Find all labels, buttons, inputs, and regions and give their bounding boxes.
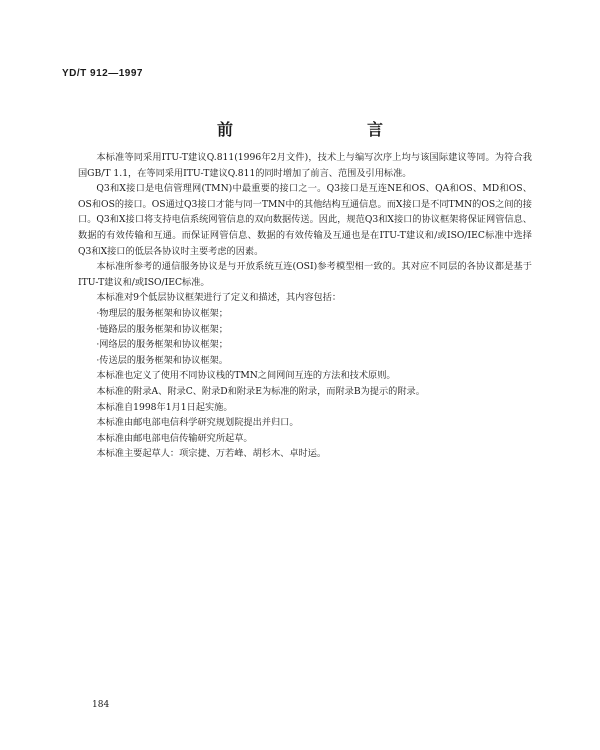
paragraph-effective-date: 本标准自1998年1月1日起实施。: [96, 401, 233, 413]
paragraph-drafting-unit: 本标准由邮电部电信传输研究所起草。: [96, 432, 253, 444]
paragraph-adoption: 本标准等同采用ITU-T建议Q.811(1996年2月文件)，技术上与编写次序上均与该国际建议等同。为符合我国GB/T 1.1，在等同采用ITU-T建议Q.811的同时增加了前言、范围及引用标准。: [78, 152, 532, 179]
list-item: ·链路层的服务框架和协议框架；: [96, 323, 228, 335]
paragraph-osi-reference: 本标准所参考的通信服务协议是与开放系统互连(OSI)参考模型相一致的。其对应不同层的各协议都是基于ITU-T建议和/或ISO/IEC标准。: [78, 261, 532, 288]
page-title: 前 言: [216, 120, 417, 139]
paragraph-drafters: 本标准主要起草人：项宗捷、万若峰、胡杉木、卓时运。: [96, 448, 327, 460]
paragraph-appendices: 本标准的附录A、附录C、附录D和附录E为标准的附录，而附录B为提示的附录。: [96, 385, 425, 397]
list-item: ·网络层的服务框架和协议框架；: [96, 339, 228, 351]
list-item: ·物理层的服务框架和协议框架；: [96, 307, 228, 319]
framework-list: [78, 306, 532, 368]
list-item: ·传送层的服务框架和协议框架。: [96, 354, 228, 366]
document-body: [78, 150, 532, 462]
paragraph-framework-intro: 本标准对9个低层协议框架进行了定义和描述，其内容包括：: [96, 292, 342, 304]
page-number: 184: [92, 700, 110, 710]
paragraph-proposer: 本标准由邮电部电信科学研究规划院提出并归口。: [96, 417, 299, 429]
paragraph-q3-x-interfaces: Q3和X接口是电信管理网(TMN)中最重要的接口之一。Q3接口是互连NE和OS、QA和OS、MD和OS、OS和OS的接口。OS通过Q3接口才能与同一TMN中的其他结构互通信息。而X接口是不同TMN的OS之间的接口。Q3和X接口将支持电信系统网管信息的双向数据传送。因此，规范Q3和X接口的协议框架将保证网管信息、数据的有效传输和互通。而保证网管信息、数据的有效传输及互通也是在ITU-T建议和/或ISO/IEC标准中选择Q3和X接口的低层各协议时主要考虑的因素。: [78, 183, 532, 257]
standard-code: YD/T 912—1997: [62, 68, 143, 79]
paragraph-interconnection: 本标准也定义了使用不同协议栈的TMN之间网间互连的方法和技术原则。: [96, 370, 396, 382]
